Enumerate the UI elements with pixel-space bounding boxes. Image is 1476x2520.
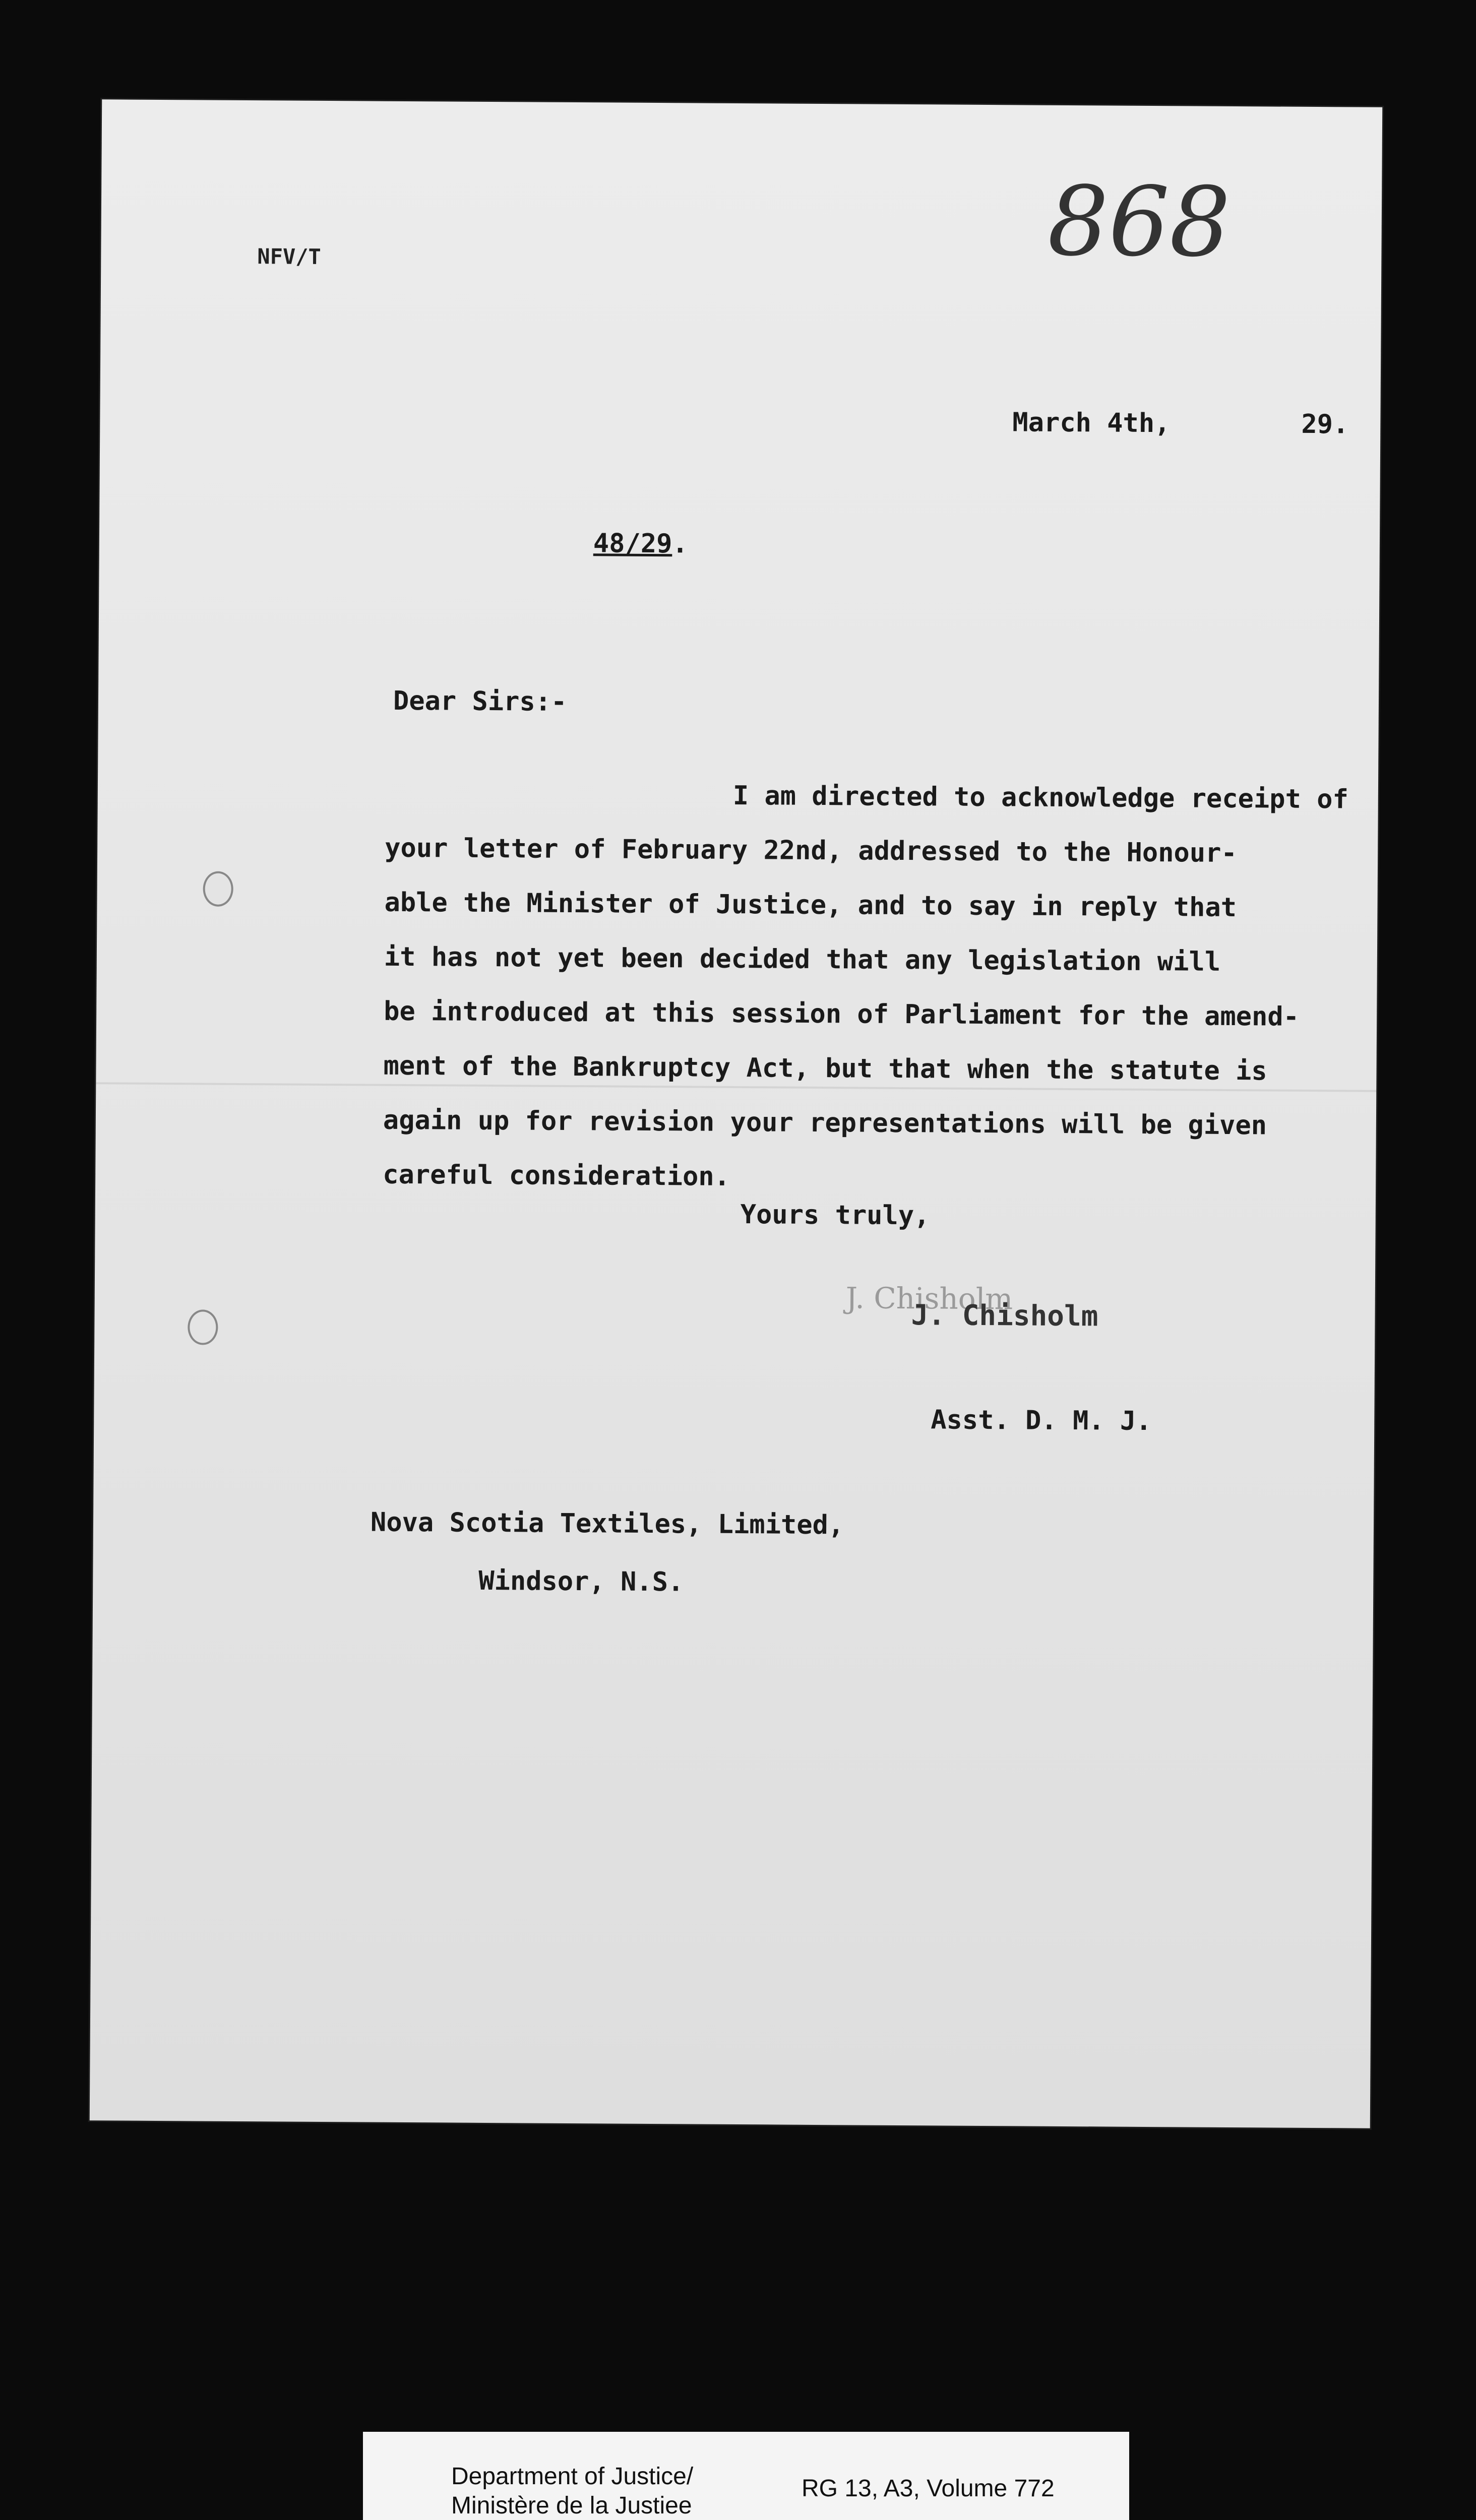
letter-date	[1012, 407, 1348, 439]
body-line: again up for revision your representations will be given	[383, 1105, 1267, 1141]
addressee-location: Windsor, N.S.	[478, 1565, 684, 1598]
body-line: careful consideration.	[383, 1159, 730, 1192]
file-number-suffix: .	[672, 529, 688, 559]
signer-title: Asst. D. M. J.	[931, 1405, 1152, 1437]
body-line: your letter of February 22nd, addressed to the Honour-	[385, 833, 1237, 869]
signature: J. Chisholm	[911, 1299, 1098, 1333]
letter-page	[90, 99, 1382, 2128]
punch-hole	[203, 871, 233, 907]
body-line: I am directed to acknowledge receipt of	[732, 780, 1348, 815]
archive-reference-label	[363, 2432, 1129, 2520]
department-name	[451, 2462, 693, 2520]
file-number	[593, 528, 688, 559]
letter-body	[383, 767, 1373, 1208]
body-line: be introduced at this session of Parliament for the amend-	[384, 996, 1300, 1032]
record-group-reference: RG 13, A3, Volume 772	[802, 2475, 1055, 2502]
file-number-text: 48/29	[593, 528, 672, 559]
closing: Yours truly,	[740, 1200, 930, 1231]
reference-initials: NFV/T	[257, 244, 321, 269]
date-text: March 4th,	[1012, 407, 1171, 439]
department-line: Ministère de la Justiee	[451, 2492, 692, 2519]
date-year: 29.	[1301, 409, 1349, 440]
body-line: it has not yet been decided that any legislation will	[384, 941, 1221, 977]
handwritten-page-number: 868	[1047, 165, 1231, 278]
salutation: Dear Sirs:-	[393, 685, 567, 717]
body-line: able the Minister of Justice, and to say in reply that	[384, 887, 1237, 923]
faint-signature: J. Chisholm	[845, 1281, 1013, 1316]
addressee-name: Nova Scotia Textiles, Limited,	[370, 1507, 844, 1541]
department-line: Department of Justice/	[451, 2463, 694, 2490]
punch-hole	[188, 1309, 218, 1345]
body-line: ment of the Bankruptcy Act, but that when the statute is	[383, 1050, 1267, 1087]
